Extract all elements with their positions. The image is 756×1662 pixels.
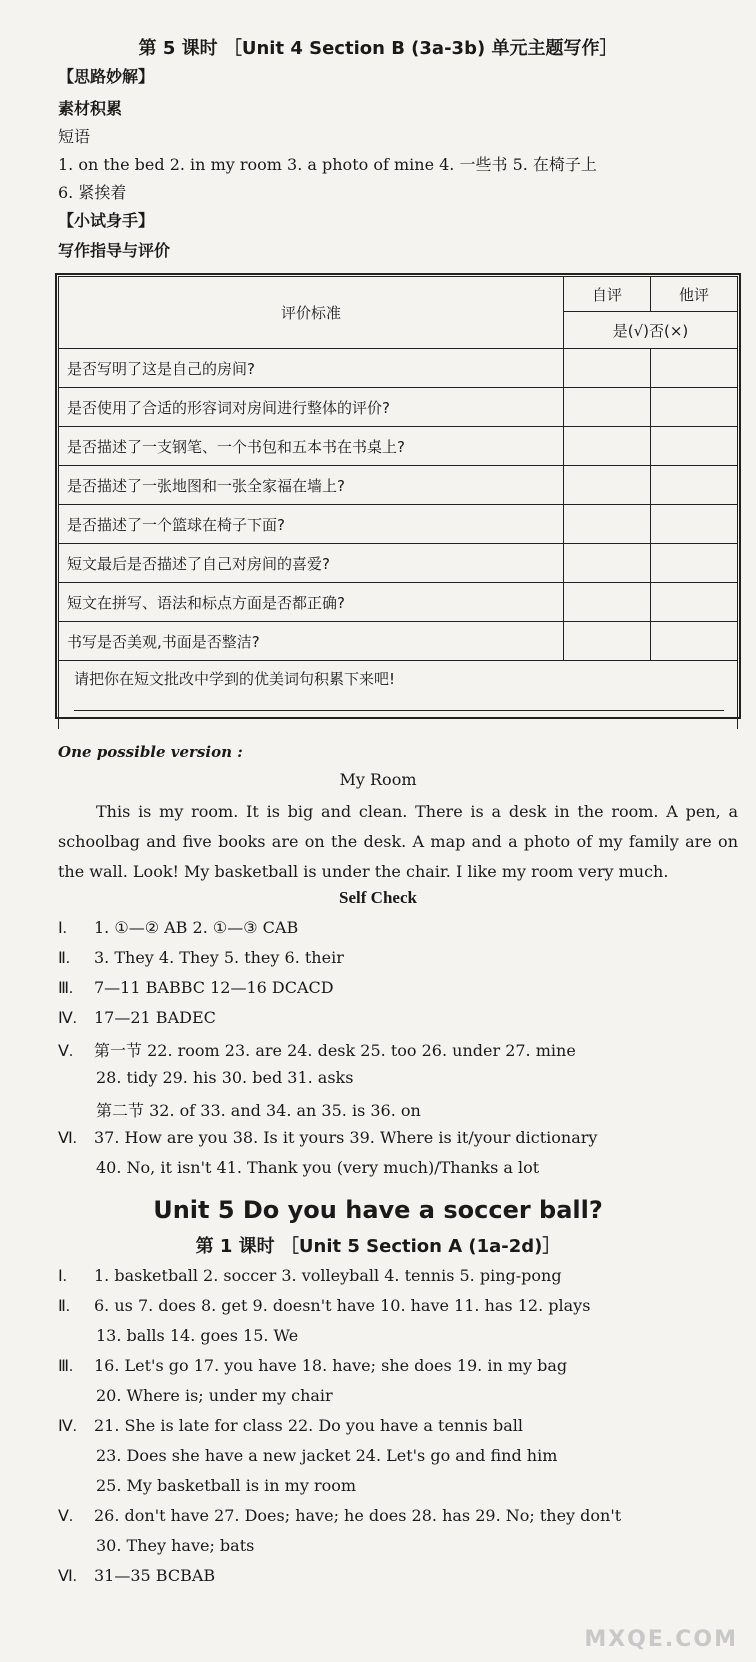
essay-label: One possible version : xyxy=(58,743,243,761)
roman-numeral: Ⅱ. xyxy=(58,950,70,967)
answer-text: 28. tidy 29. his 30. bed 31. asks xyxy=(96,1068,354,1087)
essay-body: This is my room. It is big and clean. There is a desk in the room. A pen, a schoolbag and five books are on the desk. A map and a photo of my family are on the wall. Look! My basketball is under the chair. I like my room very much. xyxy=(58,802,738,881)
section-silu: 【思路妙解】 xyxy=(58,67,155,86)
roman-numeral: Ⅰ. xyxy=(58,920,67,937)
answer-text: 13. balls 14. goes 15. We xyxy=(96,1326,299,1345)
roman-numeral: Ⅰ. xyxy=(58,1268,67,1285)
answer-text: 第二节 32. of 33. and 34. an 35. is 36. on xyxy=(96,1101,421,1120)
answer-text: 3. They 4. They 5. they 6. their xyxy=(94,948,344,967)
answer-line xyxy=(58,1566,215,1586)
answer-line xyxy=(58,948,344,968)
answer-line xyxy=(96,1476,356,1495)
peer-cell[interactable] xyxy=(651,388,738,427)
self-cell[interactable] xyxy=(564,622,651,661)
table-note: 请把你在短文批改中学到的优美词句积累下来吧! xyxy=(74,670,396,688)
self-cell[interactable] xyxy=(564,466,651,505)
peer-cell[interactable] xyxy=(651,544,738,583)
criterion-row: 是否描述了一个篮球在椅子下面? xyxy=(59,505,564,544)
peer-cell[interactable] xyxy=(651,622,738,661)
answer-text: 25. My basketball is in my room xyxy=(96,1476,357,1495)
peer-cell[interactable] xyxy=(651,349,738,388)
peer-eval-header: 他评 xyxy=(651,277,738,312)
self-cell[interactable] xyxy=(564,349,651,388)
answer-line xyxy=(58,1266,562,1286)
unit5-lesson-title: 第 1 课时 ［Unit 5 Section A (1a-2d)］ xyxy=(195,1236,561,1257)
answer-line xyxy=(96,1536,254,1555)
answer-text: 21. She is late for class 22. Do you have a tennis ball xyxy=(94,1416,523,1435)
self-cell[interactable] xyxy=(564,388,651,427)
answer-text: 40. No, it isn't 41. Thank you (very much)/Thanks a lot xyxy=(96,1158,540,1177)
criterion-row: 短文在拼写、语法和标点方面是否都正确? xyxy=(59,583,564,622)
answer-text: 31—35 BCBAB xyxy=(94,1566,216,1585)
answer-text: 1. basketball 2. soccer 3. volleyball 4. tennis 5. ping-pong xyxy=(94,1266,562,1285)
answer-text: 17—21 BADEC xyxy=(94,1008,216,1027)
roman-numeral: Ⅲ. xyxy=(58,980,74,997)
label-duanyu: 短语 xyxy=(58,127,91,146)
answer-line xyxy=(58,1008,216,1028)
self-cell[interactable] xyxy=(564,427,651,466)
section-xiaoshi: 【小试身手】 xyxy=(58,211,155,230)
peer-cell[interactable] xyxy=(651,505,738,544)
peer-cell[interactable] xyxy=(651,466,738,505)
answer-text: 20. Where is; under my chair xyxy=(96,1386,333,1405)
writing-line xyxy=(74,710,724,711)
self-cell[interactable] xyxy=(564,544,651,583)
roman-numeral: Ⅱ. xyxy=(58,1298,70,1315)
answer-line xyxy=(58,1038,576,1061)
self-cell[interactable] xyxy=(564,505,651,544)
phrases-line-2: 6. 紧挨着 xyxy=(58,183,127,202)
criteria-header: 评价标准 xyxy=(59,277,564,349)
answer-text: 30. They have; bats xyxy=(96,1536,255,1555)
peer-cell[interactable] xyxy=(651,583,738,622)
yes-no-legend: 是(√)否(×) xyxy=(564,312,738,349)
answer-line xyxy=(58,1416,523,1436)
evaluation-table xyxy=(58,276,738,729)
criterion-row: 是否使用了合适的形容词对房间进行整体的评价? xyxy=(59,388,564,427)
answer-line xyxy=(58,1506,621,1526)
section-zhidao: 写作指导与评价 xyxy=(58,241,171,260)
section-sucai: 素材积累 xyxy=(58,99,123,118)
answer-text: 7—11 BABBC 12—16 DCACD xyxy=(94,978,334,997)
answer-line xyxy=(96,1386,333,1405)
answer-line xyxy=(96,1326,298,1345)
self-check-title: Self Check xyxy=(339,888,417,907)
criterion-row: 书写是否美观,书面是否整洁? xyxy=(59,622,564,661)
answer-line xyxy=(58,1128,597,1148)
roman-numeral: Ⅳ. xyxy=(58,1010,77,1027)
criterion-row: 是否写明了这是自己的房间? xyxy=(59,349,564,388)
roman-numeral: Ⅵ. xyxy=(58,1130,77,1147)
answer-line xyxy=(96,1158,539,1177)
criterion-row: 短文最后是否描述了自己对房间的喜爱? xyxy=(59,544,564,583)
essay-title: My Room xyxy=(339,770,417,789)
criterion-row: 是否描述了一张地图和一张全家福在墙上? xyxy=(59,466,564,505)
watermark: MXQE.COM xyxy=(584,1627,738,1652)
unit5-title: Unit 5 Do you have a soccer ball? xyxy=(153,1196,603,1224)
answer-line xyxy=(96,1098,421,1121)
phrases-line-1: 1. on the bed 2. in my room 3. a photo of mine 4. 一些书 5. 在椅子上 xyxy=(58,155,597,174)
answer-text: 26. don't have 27. Does; have; he does 28. has 29. No; they don't xyxy=(94,1506,622,1525)
self-cell[interactable] xyxy=(564,583,651,622)
answer-text: 23. Does she have a new jacket 24. Let's go and find him xyxy=(96,1446,558,1465)
answer-text: 1. ①—② AB 2. ①—③ CAB xyxy=(94,918,299,937)
answer-line xyxy=(96,1068,353,1087)
criterion-row: 是否描述了一支钢笔、一个书包和五本书在书桌上? xyxy=(59,427,564,466)
roman-numeral: Ⅴ. xyxy=(58,1043,73,1060)
answer-line xyxy=(58,918,298,938)
answer-line xyxy=(96,1446,557,1465)
answer-line xyxy=(58,1356,567,1376)
answer-text: 第一节 22. room 23. are 24. desk 25. too 26. under 27. mine xyxy=(94,1041,576,1060)
answer-line xyxy=(58,978,334,998)
answer-line xyxy=(58,1296,590,1316)
roman-numeral: Ⅲ. xyxy=(58,1358,74,1375)
roman-numeral: Ⅴ. xyxy=(58,1508,73,1525)
roman-numeral: Ⅳ. xyxy=(58,1418,77,1435)
answer-text: 37. How are you 38. Is it yours 39. Where is it/your dictionary xyxy=(94,1128,598,1147)
answer-text: 16. Let's go 17. you have 18. have; she does 19. in my bag xyxy=(94,1356,568,1375)
self-eval-header: 自评 xyxy=(564,277,651,312)
peer-cell[interactable] xyxy=(651,427,738,466)
roman-numeral: Ⅵ. xyxy=(58,1568,77,1585)
lesson-title: 第 5 课时 ［Unit 4 Section B (3a-3b) 单元主题写作］ xyxy=(138,38,618,59)
answer-text: 6. us 7. does 8. get 9. doesn't have 10. have 11. has 12. plays xyxy=(94,1296,591,1315)
